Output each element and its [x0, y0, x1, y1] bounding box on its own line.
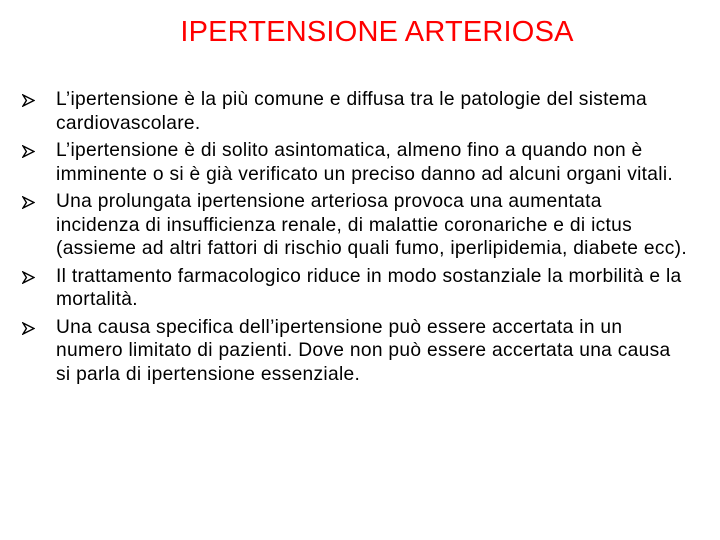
arrowhead-bullet-icon — [22, 271, 35, 284]
slide-title: IPERTENSIONE ARTERIOSA — [180, 16, 574, 48]
bullet-text: Una causa specifica dell’ipertensione può essere accertata in un numero limitato di pazienti. Dove non può essere accertata una causa si parla di ipertensione essenziale. — [56, 316, 671, 385]
arrowhead-bullet-icon — [22, 145, 35, 158]
bullet-list — [20, 88, 690, 390]
bullet-text: Una prolungata ipertensione arteriosa provoca una aumentata incidenza di insufficienza renale, di malattie coronariche e di ictus (assieme ad altri fattori di rischio quali fumo, iperlipidemia, diabete ecc). — [56, 191, 687, 259]
arrowhead-bullet-icon — [22, 196, 35, 209]
arrowhead-bullet-icon — [22, 322, 35, 335]
bullet-item — [20, 139, 690, 186]
bullet-item — [20, 265, 690, 312]
bullet-item — [20, 190, 690, 261]
bullet-item — [20, 88, 690, 135]
arrowhead-bullet-icon — [22, 94, 35, 107]
bullet-text: Il trattamento farmacologico riduce in modo sostanziale la morbilità e la mortalità. — [56, 265, 682, 310]
bullet-text: L’ipertensione è la più comune e diffusa tra le patologie del sistema cardiovascolare. — [56, 89, 648, 134]
bullet-item — [20, 316, 690, 387]
bullet-text: L’ipertensione è di solito asintomatica, almeno fino a quando non è imminente o si è già verificato un preciso danno ad alcuni organi vitali. — [56, 140, 674, 185]
